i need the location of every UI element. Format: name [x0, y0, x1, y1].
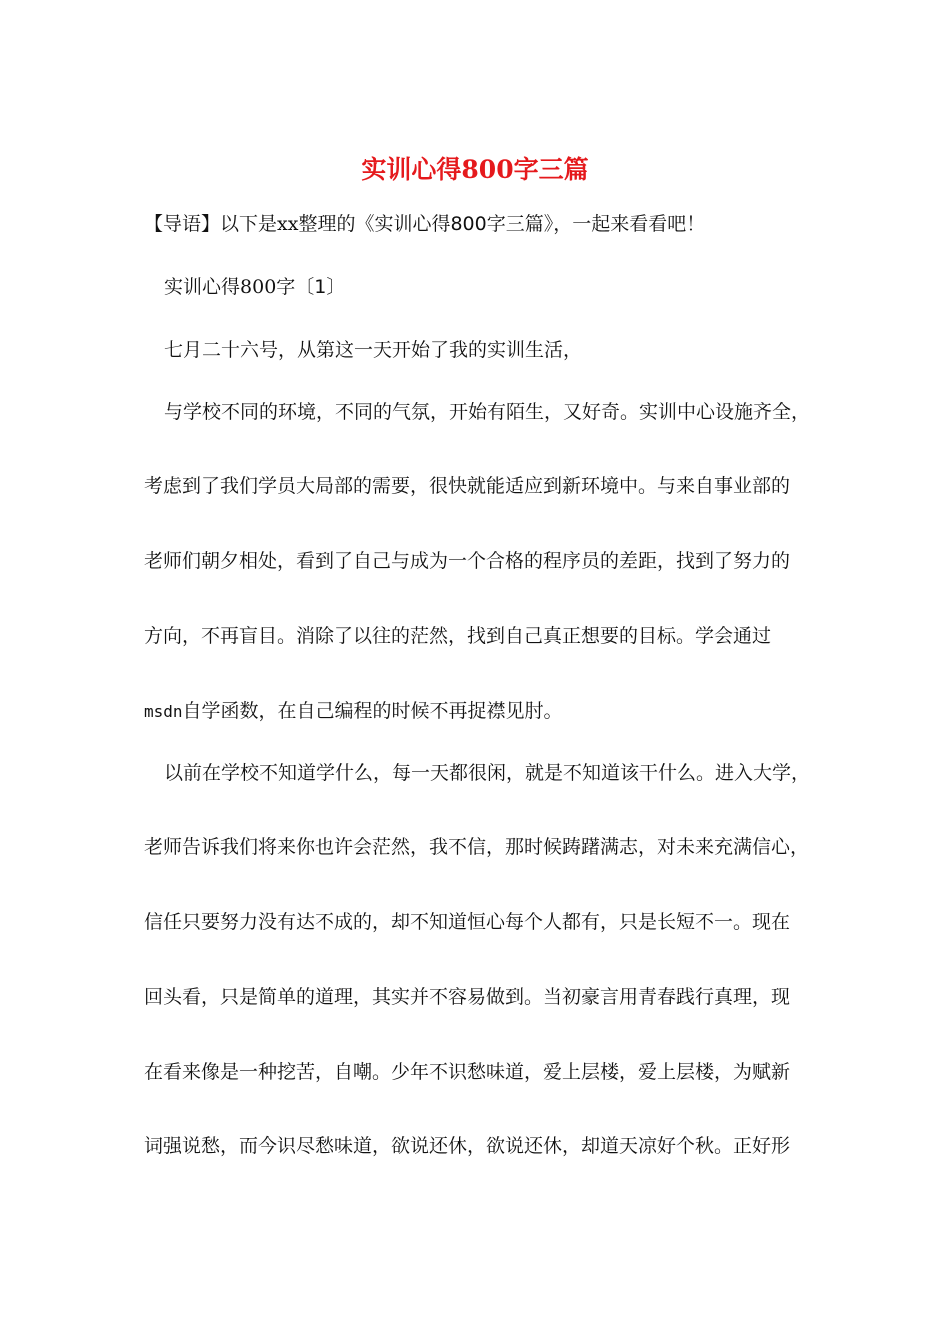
body-line: 回头看，只是简单的道理，其实并不容易做到。当初豪言用青春践行真理，现	[144, 986, 791, 1008]
body-line: 老师告诉我们将来你也许会茫然，我不信，那时候踌躇满志，对未来充满信心，	[144, 836, 810, 858]
section-heading-number: 800	[240, 276, 277, 298]
body-line: 方向，不再盲目。消除了以往的茫然，找到自己真正想要的目标。学会通过	[144, 625, 772, 647]
body-line: 词强说愁，而今识尽愁味道，欲说还休，欲说还休，却道天凉好个秋。正好形	[144, 1135, 791, 1157]
body-line: 考虑到了我们学员大局部的需要，很快就能适应到新环境中。与来自事业部的	[144, 475, 791, 497]
body-line-msdn	[144, 699, 563, 724]
body-line: 与学校不同的环境，不同的气氛，开始有陌生，又好奇。实训中心设施齐全，	[164, 401, 811, 423]
intro-paragraph	[144, 212, 705, 236]
msdn-term: msdn	[144, 702, 183, 721]
intro-suffix: 整理的《实训心得800字三篇》，一起来看看吧！	[298, 213, 706, 235]
body-line: 七月二十六号，从第这一天开始了我的实训生活，	[164, 339, 583, 361]
body-line: 在看来像是一种挖苦，自嘲。少年不识愁味道，爱上层楼，爱上层楼，为赋新	[144, 1061, 791, 1083]
section-heading-1	[164, 275, 345, 299]
section-heading-label: 实训心得	[164, 276, 241, 298]
body-line-text: 自学函数，在自己编程的时候不再捉襟见肘。	[182, 700, 563, 722]
intro-site: xx	[277, 213, 299, 235]
document-title: 实训心得800字三篇	[361, 155, 589, 184]
intro-prefix: 【导语】以下是	[144, 213, 278, 235]
body-line: 老师们朝夕相处，看到了自己与成为一个合格的程序员的差距，找到了努力的	[144, 550, 791, 572]
body-line: 信任只要努力没有达不成的，却不知道恒心每个人都有，只是长短不一。现在	[144, 911, 791, 933]
section-heading-suffix: 字〔1〕	[276, 276, 346, 298]
body-line: 以前在学校不知道学什么，每一天都很闲，就是不知道该干什么。进入大学，	[164, 762, 811, 784]
